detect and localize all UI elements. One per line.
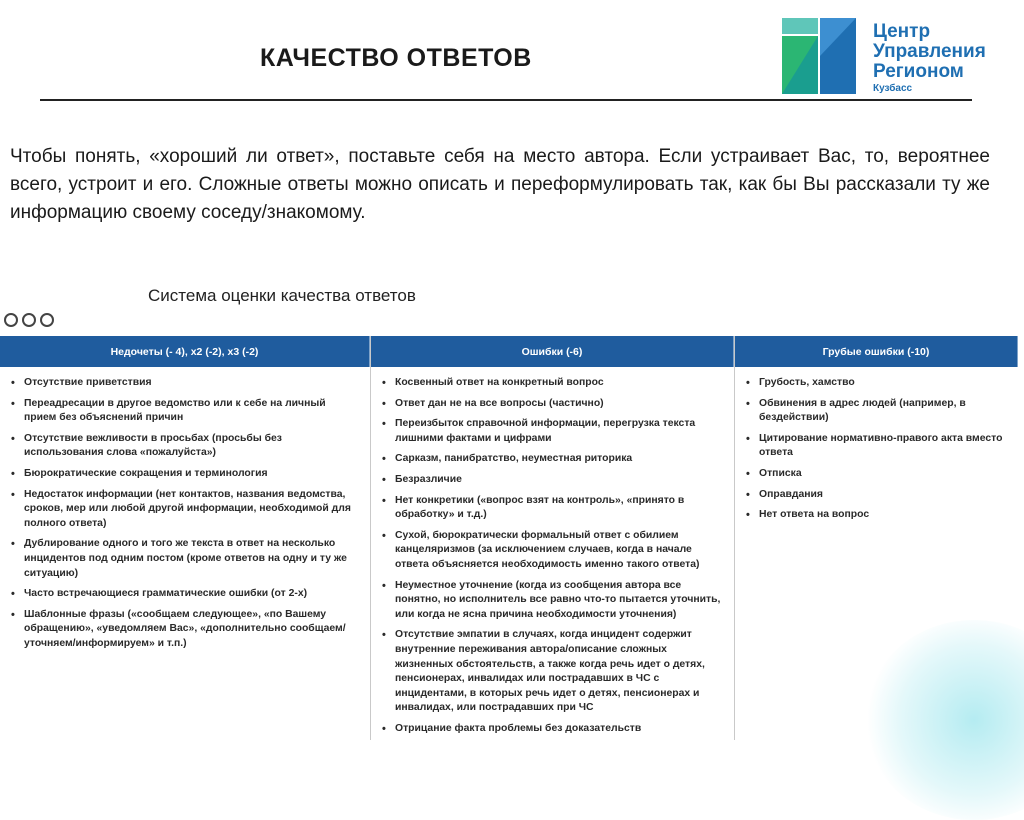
list-item: • Сарказм, панибратство, неуместная риторика — [395, 452, 722, 467]
title-divider — [40, 99, 972, 101]
list-item: • Отсутствие приветствия — [24, 376, 358, 391]
list-item: • Неуместное уточнение (когда из сообщения автора все понятно, но исполнитель все равно что-то пытается уточнить, или когда не ясна причина необходимости уточнения) — [395, 579, 722, 623]
circle-icon — [40, 313, 54, 327]
list-item: • Сухой, бюрократически формальный ответ с обилием канцеляризмов (за исключением случаев, когда в начале ответа объясняется необходимость именно такого ответа) — [395, 529, 722, 573]
column-minor-flaws — [0, 336, 371, 740]
logo-line-3: Регионом — [873, 61, 964, 82]
list-item: • Бюрократические сокращения и терминология — [24, 467, 358, 482]
list-item: • Ответ дан не на все вопросы (частично) — [395, 397, 722, 412]
list-item: • Нет конкретики («вопрос взят на контроль», «принято в обработку» и т.д.) — [395, 494, 722, 523]
list-item: • Переизбыток справочной информации, перегрузка текста лишними фактами и цифрами — [395, 417, 722, 446]
column-gross-errors — [735, 336, 1018, 740]
logo — [780, 16, 995, 98]
list-item: • Нет ответа на вопрос — [759, 508, 1006, 523]
logo-line-1: Центр — [873, 21, 931, 42]
list-item: • Цитирование нормативно-правого акта вместо ответа — [759, 432, 1006, 461]
logo-wordmark — [873, 22, 986, 82]
column-header: Ошибки (-6) — [371, 336, 734, 367]
list-item: • Отрицание факта проблемы без доказательств — [395, 722, 722, 737]
logo-mark-icon — [780, 16, 870, 98]
column-header: Грубые ошибки (-10) — [735, 336, 1018, 367]
item-list — [0, 367, 370, 652]
list-item: • Косвенный ответ на конкретный вопрос — [395, 376, 722, 391]
list-item: • Отписка — [759, 467, 1006, 482]
rating-table — [0, 336, 1018, 740]
list-item: • Переадресации в другое ведомство или к себе на личный прием без объяснений причин — [24, 397, 358, 426]
item-list — [735, 367, 1018, 523]
logo-subtitle: Кузбасс — [873, 83, 913, 94]
page-title: КАЧЕСТВО ОТВЕТОВ — [260, 44, 532, 72]
list-item: • Шаблонные фразы («сообщаем следующее», «по Вашему обращению», «уведомляем Вас», «дополнительно сообщаем/уточняем/информируем» и т.п.) — [24, 608, 358, 652]
circle-icon — [22, 313, 36, 327]
list-item: • Отсутствие вежливости в просьбах (просьбы без использования слова «пожалуйста») — [24, 432, 358, 461]
circle-icon — [4, 313, 18, 327]
list-item: • Обвинения в адрес людей (например, в бездействии) — [759, 397, 1006, 426]
list-item: • Отсутствие эмпатии в случаях, когда инцидент содержит внутренние переживания автора/описание сложных жизненных обстоятельств, а также когда речь идет о детях, пенсионерах, инвалидах или пострадавших в ЧС с инцидентами, в которых речь идет о детях, пенсионерах и инвалидах, или пострадавших при ЧС — [395, 628, 722, 716]
list-item: • Грубость, хамство — [759, 376, 1006, 391]
list-item: • Дублирование одного и того же текста в ответ на несколько инцидентов под одним постом (кроме ответов на одну и ту же ситуацию) — [24, 537, 358, 581]
column-errors — [371, 336, 735, 740]
table-caption: Система оценки качества ответов — [148, 286, 416, 305]
intro-paragraph: Чтобы понять, «хороший ли ответ», поставьте себя на место автора. Если устраивает Вас, то, вероятнее всего, устроит и его. Сложные ответы можно описать и переформулировать так, как бы Вы рассказали ту же информацию своему соседу/знакомому. — [10, 146, 990, 223]
logo-line-2: Управления — [873, 41, 986, 62]
slide-dots — [4, 313, 54, 327]
list-item: • Безразличие — [395, 473, 722, 488]
column-header: Недочеты (- 4), х2 (-2), х3 (-2) — [0, 336, 370, 367]
list-item: • Часто встречающиеся грамматические ошибки (от 2-х) — [24, 587, 358, 602]
item-list — [371, 367, 734, 736]
list-item: • Недостаток информации (нет контактов, названия ведомства, сроков, мер или любой другой информации, необходимой для полного ответа) — [24, 488, 358, 532]
list-item: • Оправдания — [759, 488, 1006, 503]
